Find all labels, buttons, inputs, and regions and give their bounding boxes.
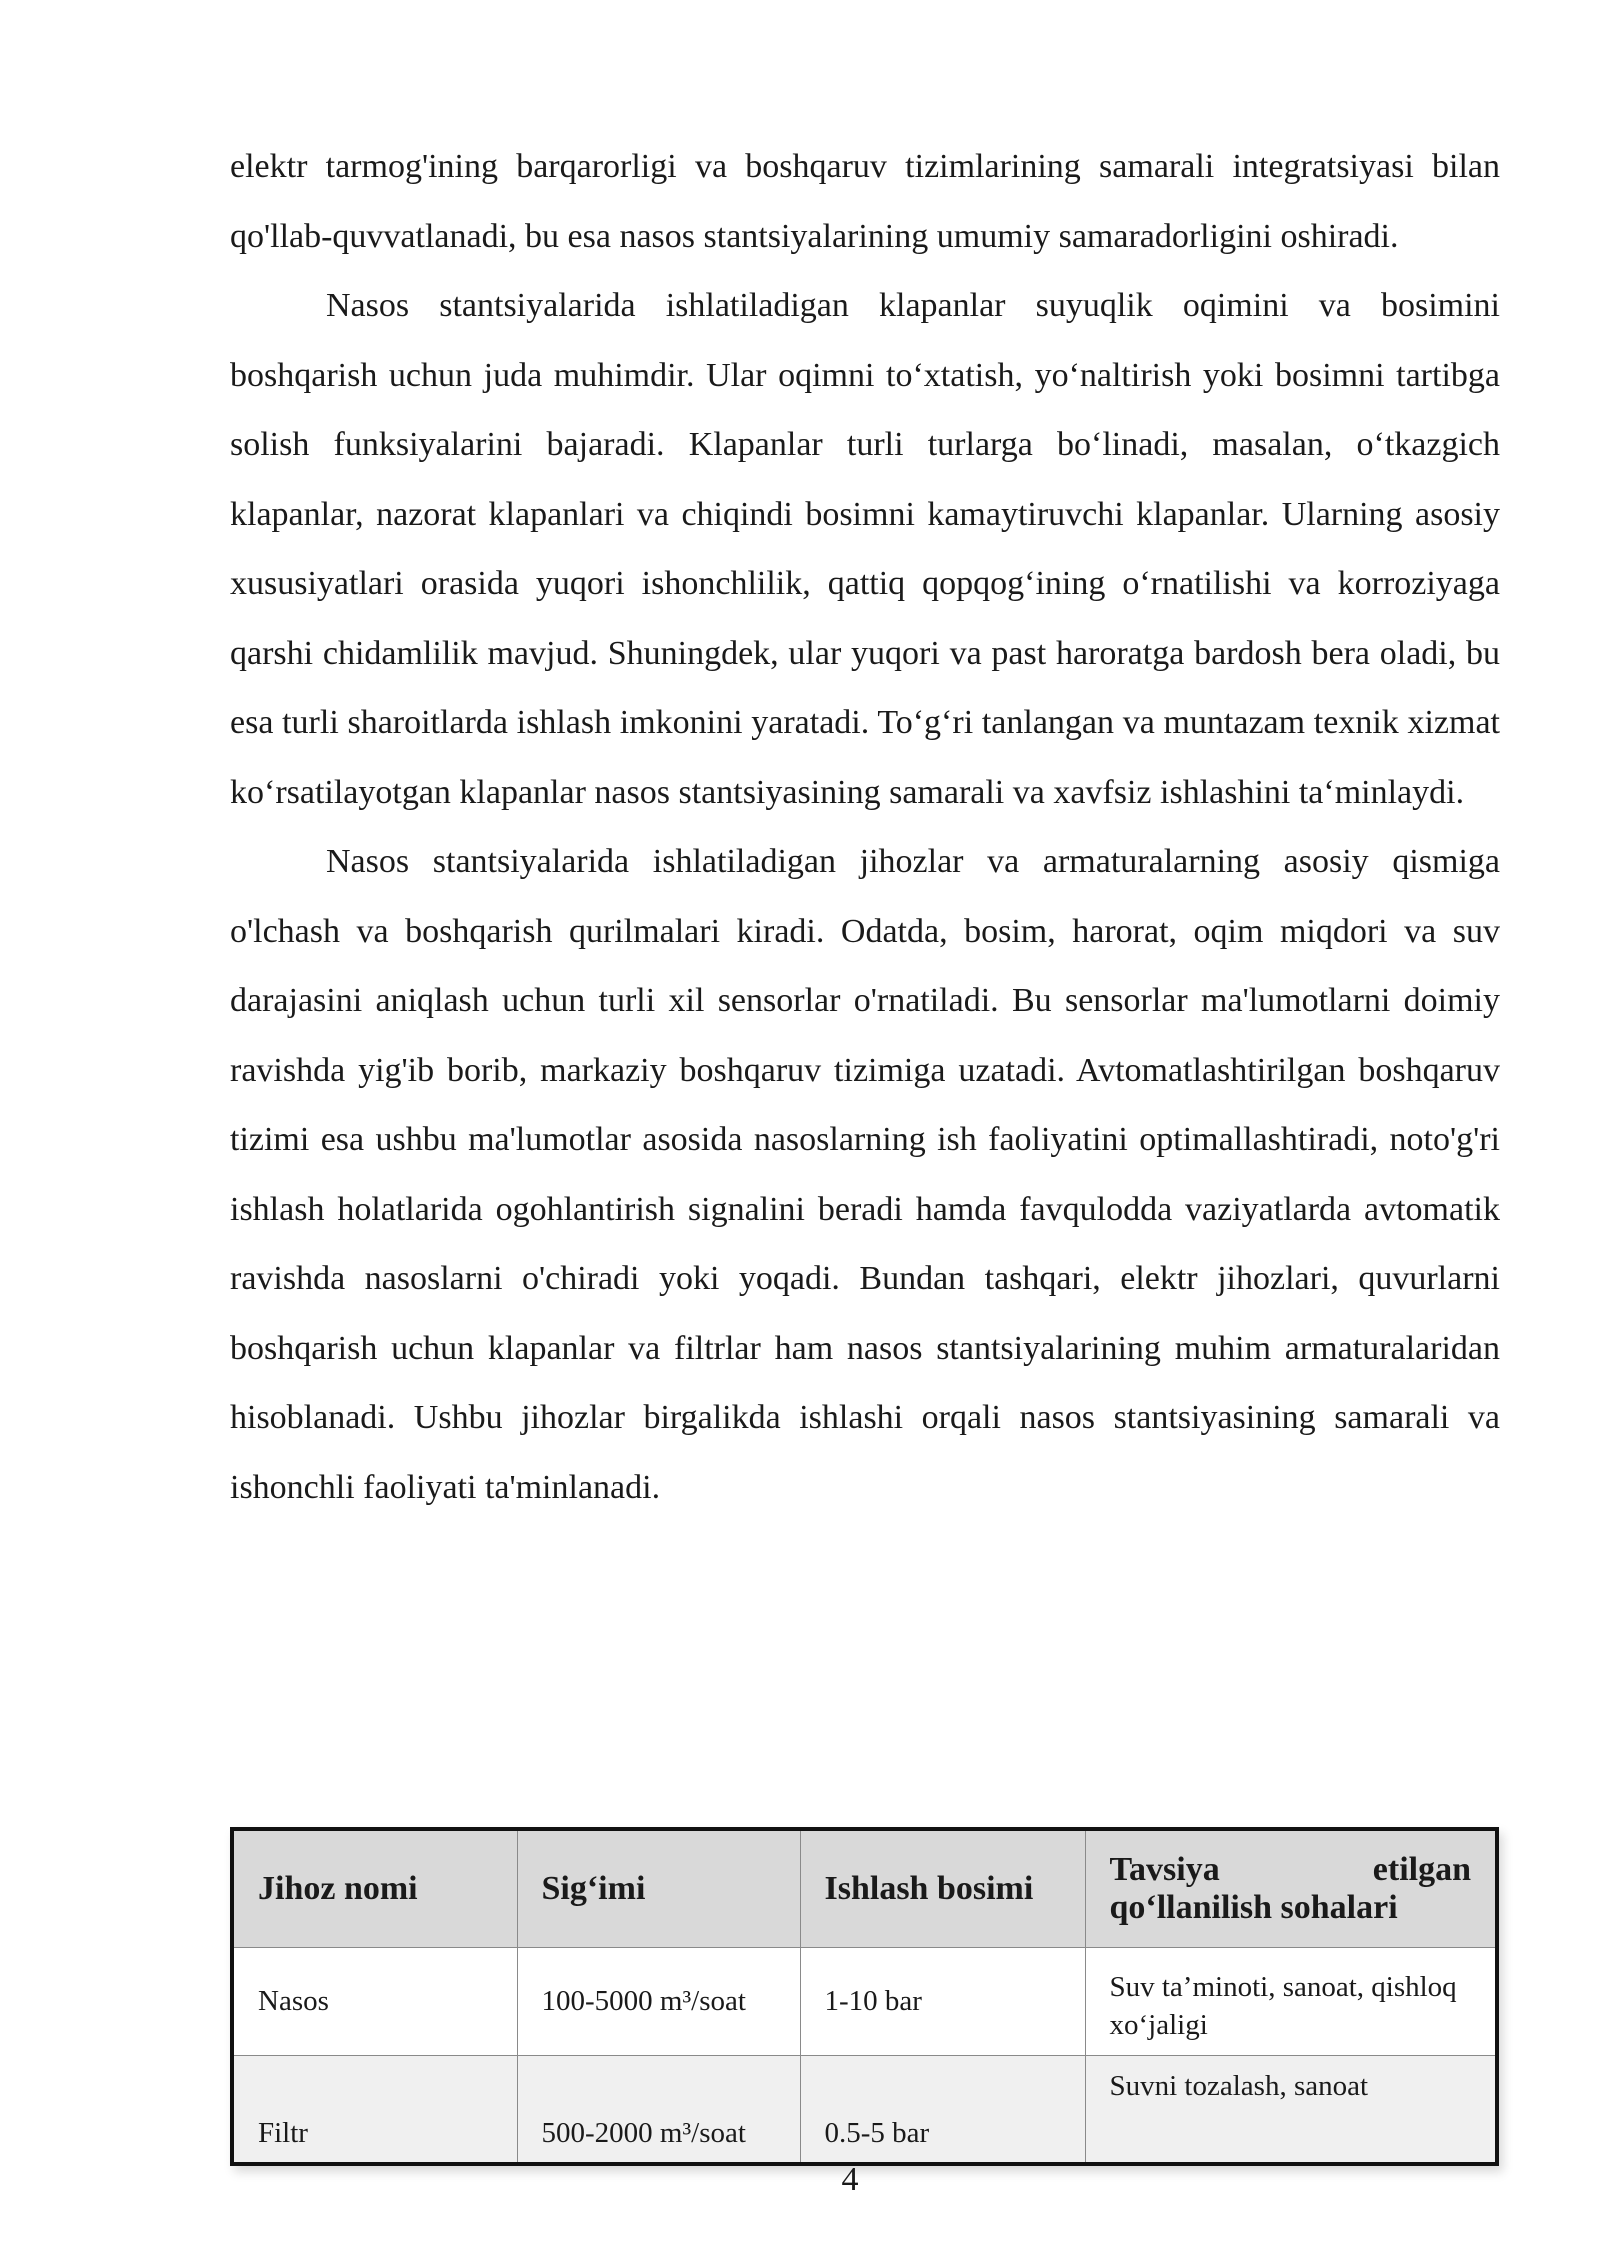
cell-equipment-name: Nasos — [232, 1948, 517, 2056]
cell-application-areas: Suv ta’minoti, sanoat, qishloq xo‘jaligi — [1085, 1948, 1497, 2056]
header-recommended-word2: etilgan — [1372, 1851, 1471, 1888]
table-row — [232, 1948, 1497, 2056]
header-recommended-line2: qo‘llanilish sohalari — [1109, 1889, 1398, 1926]
paragraph-continuation: elektr tarmog'ining barqarorligi va boshqaruv tizimlarining samarali integratsiyasi bilan qo'llab-quvvatlanadi, bu esa nasos stantsiyalarining umumiy samaradorligini oshiradi. — [230, 148, 1500, 255]
cell-operating-pressure: 1-10 bar — [800, 1948, 1085, 2056]
cell-operating-pressure: 0.5-5 bar — [800, 2056, 1085, 2164]
body-text — [230, 132, 1500, 1522]
header-capacity: Sig‘imi — [517, 1829, 800, 1948]
page-number: 4 — [841, 2161, 859, 2198]
cell-capacity: 500-2000 m³/soat — [517, 2056, 800, 2164]
header-equipment-name: Jihoz nomi — [232, 1829, 517, 1948]
table-header-row — [232, 1829, 1497, 1948]
header-operating-pressure: Ishlash bosimi — [800, 1829, 1085, 1948]
paragraph-measurement-devices: Nasos stantsiyalarida ishlatiladigan jihozlar va armaturalarning asosiy qismiga o'lchash va boshqarish qurilmalari kiradi. Odatda, bosim, harorat, oqim miqdori va suv darajasini aniqlash uchun turli xil sensorlar o'rnatiladi. Bu sensorlar ma'lumotlarni doimiy ravishda yig'ib borib, markaziy boshqaruv tizimiga uzatadi. Avtomatlashtirilgan boshqaruv tizimi esa ushbu ma'lumotlar asosida nasoslarning ish faoliyatini optimallashtiradi, noto'g'ri ishlash holatlarida ogohlantirish signalini beradi hamda favqulodda vaziyatlarda avtomatik ravishda nasoslarni o'chiradi yoki yoqadi. Bundan tashqari, elektr jihozlari, quvurlarni boshqarish uchun klapanlar va filtrlar ham nasos stantsiyalarining muhim armaturalaridan hisoblanadi. Ushbu jihozlar birgalikda ishlashi orqali nasos stantsiyasining samarali va ishonchli faoliyati ta'minlanadi. — [230, 843, 1500, 1506]
header-recommended-word1: Tavsiya — [1109, 1851, 1220, 1888]
cell-equipment-name: Filtr — [232, 2056, 517, 2164]
table-row — [232, 2056, 1497, 2164]
header-recommended-areas — [1085, 1829, 1497, 1948]
cell-capacity: 100-5000 m³/soat — [517, 1948, 800, 2056]
equipment-table — [230, 1827, 1499, 2166]
cell-application-areas: Suvni tozalash, sanoat — [1085, 2056, 1497, 2164]
paragraph-valves: Nasos stantsiyalarida ishlatiladigan klapanlar suyuqlik oqimini va bosimini boshqarish uchun juda muhimdir. Ular oqimni to‘xtatish, yo‘naltirish yoki bosimni tartibga solish funksiyalarini bajaradi. Klapanlar turli turlarga bo‘linadi, masalan, o‘tkazgich klapanlar, nazorat klapanlari va chiqindi bosimni kamaytiruvchi klapanlar. Ularning asosiy xususiyatlari orasida yuqori ishonchlilik, qattiq qopqog‘ining o‘rnatilishi va korroziyaga qarshi chidamlilik mavjud. Shuningdek, ular yuqori va past haroratga bardosh bera oladi, bu esa turli sharoitlarda ishlash imkonini yaratadi. To‘g‘ri tanlangan va muntazam texnik xizmat ko‘rsatilayotgan klapanlar nasos stantsiyasining samarali va xavfsiz ishlashini ta‘minlaydi. — [230, 287, 1500, 811]
